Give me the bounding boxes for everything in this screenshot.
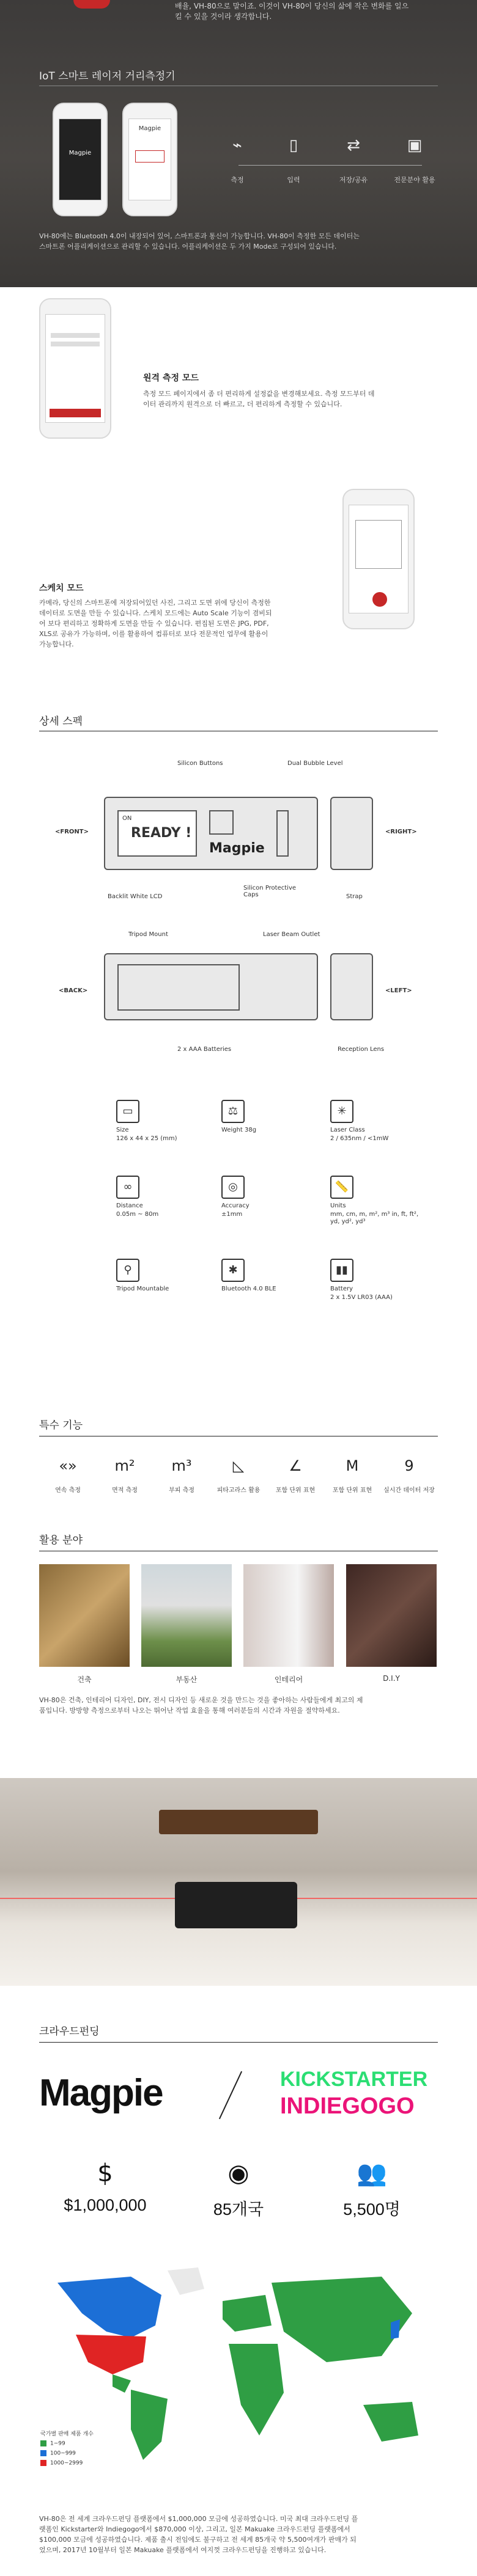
tripod-icon: ⚲ [116, 1259, 139, 1282]
volume-icon: m³ [171, 1457, 192, 1474]
callout-silicon-buttons: Silicon Buttons [177, 760, 223, 767]
map-south-america [131, 2390, 168, 2460]
step-share: 저장/공유 [339, 176, 368, 184]
usage-label-realestate: 부동산 [176, 1675, 198, 1684]
continuous-icon: «» [59, 1457, 77, 1474]
step-input: 입력 [287, 176, 300, 184]
stat-countries [177, 2157, 300, 2220]
spec-title: Units [330, 1202, 346, 1209]
globe-icon: ◉ [227, 2159, 250, 2187]
crowd-text-1: VH-80은 전 세계 크라우드펀딩 플랫폼에서 $1,000,000 모금에 성공하였습니다. 미국 최대 크라우드펀딩 플 [39, 2515, 358, 2523]
binoculars-icon: ∞ [116, 1176, 139, 1199]
back-label: <BACK> [59, 987, 88, 994]
crowd-title: 크라우드펀딩 [39, 2025, 100, 2038]
front-label: <FRONT> [55, 829, 89, 835]
step-pro: 전문분야 활용 [394, 176, 435, 184]
legend-item [40, 2450, 76, 2457]
spec-detail: mm, cm, m, m², m³ in, ft, ft², yd, yd², yd³ [330, 1211, 419, 1225]
laser-icon: ✳ [330, 1100, 353, 1123]
angle-icon: ∠ [289, 1457, 302, 1474]
spec-title: Accuracy [221, 1202, 250, 1209]
legend-swatch [40, 2450, 46, 2456]
feature-item [96, 1449, 153, 1494]
size-icon: ▭ [116, 1100, 139, 1123]
sketch-line-4: XLS로 공유가 가능하며, 이를 활용하여 컴퓨터로 보다 전문적인 업무에 활용이 [39, 630, 268, 638]
spec-item [221, 1176, 319, 1218]
iot-section-background [0, 0, 477, 287]
crowd-divider [39, 2042, 438, 2043]
callout-laser: Laser Beam Outlet [263, 931, 320, 938]
device-right-view [330, 797, 373, 870]
usage-diy [346, 1564, 437, 1683]
device-back-view [104, 953, 318, 1020]
pythagoras-icon: ◺ [232, 1457, 245, 1474]
phone-image-left [53, 103, 108, 216]
spec-detail: 0.05m ~ 80m [116, 1211, 159, 1218]
legend-label: 1000~2999 [50, 2460, 83, 2467]
spec-title: Size [116, 1127, 129, 1133]
usage-label-interior: 인테리어 [274, 1675, 303, 1684]
spec-item [330, 1259, 428, 1301]
right-label: <RIGHT> [385, 829, 417, 835]
usage-interior [243, 1564, 334, 1685]
unit-icon: M [346, 1457, 359, 1474]
spec-item [116, 1176, 214, 1218]
legend-swatch [40, 2460, 46, 2466]
spec-title: Battery [330, 1286, 353, 1292]
map-usa [76, 2335, 146, 2374]
kickstarter-logo: KICKSTARTER [280, 2068, 428, 2091]
legend-title: 국가별 판매 제품 개수 [40, 2431, 94, 2437]
left-label: <LEFT> [385, 987, 412, 994]
measure-icon: ⌁ [232, 136, 242, 155]
intro-text-1: 배율, VH-80으로 말이죠. 이것이 VH-80이 당신의 삶에 작은 변화를 일으 [175, 2, 409, 10]
lcd-on: ON [122, 815, 132, 822]
feature-label: 면적 측정 [112, 1487, 138, 1494]
spec-detail: 2 / 635nm / <1mW [330, 1135, 389, 1142]
ruler-icon: 📏 [330, 1176, 353, 1199]
device-left-view [330, 953, 373, 1020]
usage-text-1: VH-80은 건축, 인테리어 디자인, DIY, 전시 디자인 등 새로운 것을 만드는 것을 좋아하는 사람들에게 최고의 제 [39, 1696, 363, 1704]
callout-tripod: Tripod Mount [128, 931, 168, 938]
sketch-line-1: 카메라, 당신의 스마트폰에 저장되어있던 사진, 그리고 도면 위에 당신이 측정한 [39, 599, 271, 607]
feature-item [210, 1449, 267, 1494]
step-measure: 측정 [231, 176, 244, 184]
spec-title: Weight 38g [221, 1127, 257, 1133]
crowd-text-3: $100,000 모금에 성공하였습니다. 제품 출시 전임에도 불구하고 전 세계 85개국 약 5,500여개가 판매가 되 [39, 2536, 357, 2544]
legend-label: 1~99 [50, 2440, 65, 2447]
iot-desc-1: VH-80에는 Bluetooth 4.0이 내장되어 있어, 스마트폰과 통신이 가능합니다. VH-80이 측정한 모든 데이터는 [39, 232, 360, 240]
feature-item [39, 1449, 97, 1494]
usage-title: 활용 분야 [39, 1534, 83, 1546]
legend-item [40, 2460, 83, 2467]
map-europe [223, 2295, 272, 2332]
map-greenland [168, 2267, 204, 2295]
accuracy-icon: ◎ [221, 1176, 245, 1199]
bluetooth-icon: ✱ [221, 1259, 245, 1282]
feature-item [153, 1449, 210, 1494]
sketch-mode-phone [342, 489, 415, 629]
magpie-logo: Magpie [39, 2072, 163, 2114]
legend-label: 100~999 [50, 2450, 76, 2457]
device-front-view [104, 797, 318, 870]
logo-slash [219, 2071, 242, 2120]
stat-countries-value: 85개국 [213, 2200, 264, 2219]
map-north-america-canada [57, 2277, 161, 2338]
feature-label: 부피 측정 [169, 1487, 194, 1494]
device-brand: Magpie [209, 841, 265, 856]
feature-item [324, 1449, 381, 1494]
spec-title: Bluetooth 4.0 BLE [221, 1286, 276, 1292]
legend-item [40, 2440, 65, 2447]
specs-title: 상세 스펙 [39, 715, 83, 728]
spec-title: Distance [116, 1202, 143, 1209]
computer-icon: ▣ [407, 136, 423, 155]
world-sales-map [39, 2258, 438, 2466]
map-africa [229, 2344, 284, 2435]
spec-title: Laser Class [330, 1127, 365, 1133]
share-icon: ⇄ [347, 136, 360, 155]
usage-realestate [141, 1564, 232, 1685]
feature-item [267, 1449, 324, 1494]
construction-image [39, 1564, 130, 1667]
dollar-icon: $ [97, 2159, 113, 2187]
feature-label: 포함 단위 표현 [332, 1487, 372, 1494]
usage-label-diy: D.I.Y [383, 1674, 400, 1683]
distance-mode-text-2: 이터 관리까지 원격으로 더 빠르고, 더 편리하게 측정할 수 있습니다. [143, 400, 342, 408]
spec-detail: 2 x 1.5V LR03 (AAA) [330, 1294, 393, 1301]
red-device-top-image [73, 0, 110, 9]
feature-label: 연속 측정 [55, 1487, 81, 1494]
battery-icon: ▮▮ [330, 1259, 353, 1282]
spec-detail: ±1mm [221, 1211, 243, 1218]
spec-item [116, 1100, 214, 1143]
callout-caps: Silicon Protective Caps [243, 885, 297, 898]
iot-title: IoT 스마트 레이저 거리측정기 [39, 70, 176, 82]
legend-swatch [40, 2440, 46, 2446]
spec-item [330, 1176, 428, 1226]
crowd-text-2: 랫폼인 Kickstarter와 Indiegogo에서 $870,000 이상, 그리고, 일본 Makuake 크라우드펀딩 플랫폼에서 [39, 2525, 350, 2533]
map-australia [363, 2402, 418, 2442]
indiegogo-logo: INDIEGOGO [280, 2093, 415, 2119]
area-icon: m² [114, 1457, 135, 1474]
callout-dual-bubble: Dual Bubble Level [287, 760, 343, 767]
phone-image-right [122, 103, 177, 216]
callout-backlit: Backlit White LCD [108, 893, 163, 900]
distance-mode-title: 원격 측정 모드 [143, 373, 199, 383]
map-central-america [113, 2374, 131, 2393]
features-title: 특수 기능 [39, 1419, 83, 1432]
callout-batteries: 2 x AAA Batteries [177, 1046, 232, 1053]
usage-text-2: 품입니다. 방방향 측정으로부터 나오는 뛰어난 작업 효율을 통해 여러분들의 시간과 자원을 절약하세요. [39, 1707, 340, 1714]
iot-desc-2: 스마트폰 어플리케이션으로 관리할 수 있습니다. 어플리케이션은 두 가지 Mode로 구성되어 있습니다. [39, 243, 337, 251]
spec-item [330, 1100, 428, 1143]
stat-funding-value: $1,000,000 [64, 2196, 147, 2214]
usage-label-construction: 건축 [77, 1675, 92, 1684]
flow-line [239, 165, 422, 166]
app-logo-text-2: Magpie [138, 125, 161, 132]
spec-title: Tripod Mountable [116, 1286, 169, 1292]
spec-detail: 126 x 44 x 25 (mm) [116, 1135, 177, 1142]
realestate-image [141, 1564, 232, 1667]
feature-label: 실시간 데이터 저장 [383, 1487, 435, 1494]
intro-text-2: 킬 수 있을 것이라 생각합니다. [175, 12, 272, 21]
sketch-line-3: 어 보다 편리하고 정확하게 도면을 만들 수 있습니다. 편집된 도면은 JPG, PDF, [39, 620, 269, 628]
feature-item [380, 1449, 438, 1494]
spec-item [116, 1259, 214, 1294]
sketch-mode-title: 스케치 모드 [39, 584, 84, 593]
callout-reception: Reception Lens [338, 1046, 385, 1053]
map-asia [272, 2277, 412, 2362]
people-icon: 👥 [357, 2159, 387, 2187]
spec-item [221, 1100, 319, 1135]
sketch-line-2: 데이터로 도면을 만들 수 있습니다. 스케치 모드에는 Auto Scale 기능이 겸비되 [39, 609, 272, 617]
memory-icon: 9 [404, 1457, 414, 1474]
lcd-ready: READY ! [131, 825, 192, 841]
stat-backers [311, 2157, 433, 2220]
input-icon: ▯ [289, 136, 298, 155]
callout-strap: Strap [346, 893, 363, 900]
feature-label: 포함 단위 표현 [275, 1487, 316, 1494]
diy-image [346, 1564, 437, 1667]
device-hands-photo [0, 1778, 477, 1986]
spec-item [221, 1259, 319, 1294]
usage-construction [39, 1564, 130, 1685]
app-logo-text: Magpie [68, 150, 92, 156]
sketch-line-5: 가능합니다. [39, 640, 74, 648]
distance-mode-phone [39, 298, 111, 439]
map-japan [391, 2319, 400, 2339]
interior-image [243, 1564, 334, 1667]
feature-label: 피타고라스 활용 [216, 1487, 261, 1494]
stat-backers-value: 5,500명 [343, 2200, 401, 2219]
weight-icon: ⚖ [221, 1100, 245, 1123]
distance-mode-text-1: 측정 모드 페이지에서 좀 더 편리하게 설정값을 변경해보세요. 측정 모드부터 데 [143, 390, 375, 398]
crowd-text-4: 었으며, 2017년 10월부터 일본 Makuake 플랫폼에서 여지껏 크라우드펀딩을 진행하고 있습니다. [39, 2546, 327, 2554]
stat-funding [44, 2157, 166, 2215]
